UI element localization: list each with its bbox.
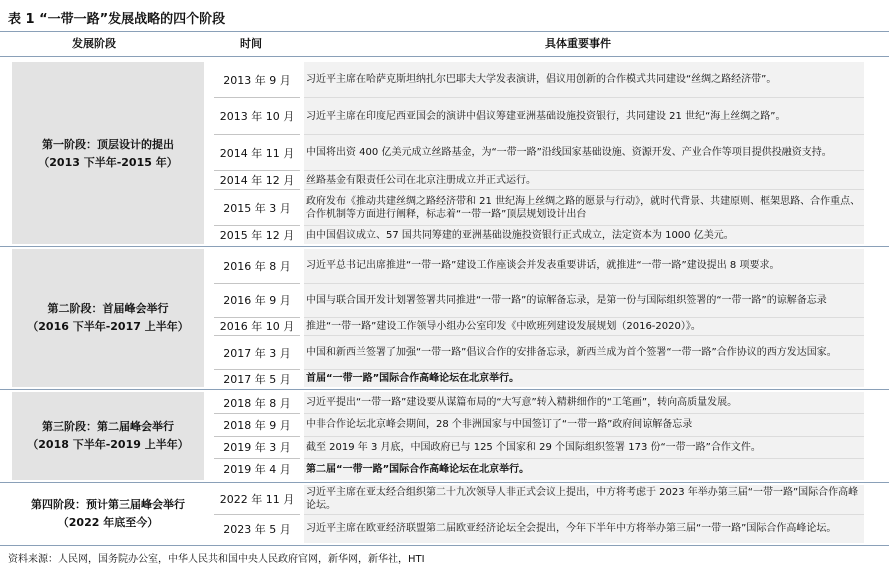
event-cell: 推进“一带一路”建设工作领导小组办公室印发《中欧班列建设发展规划（2016-2020）》。	[304, 318, 864, 336]
time-cell: 2017 年 5 月	[223, 372, 291, 386]
event-cell: 中非合作论坛北京峰会期间，28 个非洲国家与中国签订了“一带一路”政府间谅解备忘录	[304, 414, 864, 436]
stage-divider	[0, 246, 889, 247]
stage-2-label	[12, 300, 204, 336]
header-divider	[0, 56, 889, 57]
table-title: 表 1 “一带一路”发展战略的四个阶段	[8, 12, 226, 27]
stage-1-period: （2013 下半年-2015 年）	[38, 156, 178, 169]
event-cell: 截至 2019 年 3 月底，中国政府已与 125 个国家和 29 个国际组织签署 173 份“一带一路”合作文件。	[304, 437, 864, 459]
event-cell: 习近平主席在亚太经合组织第二十九次领导人非正式会议上提出，中方将考虑于 2023 年举办第三届“一带一路”国际合作高峰论坛。	[304, 485, 864, 515]
time-cell: 2016 年 10 月	[214, 318, 300, 336]
time-cell: 2022 年 11 月	[214, 485, 300, 515]
stage-2-name: 第二阶段：首届峰会举行	[47, 302, 169, 315]
time-cell: 2013 年 9 月	[214, 62, 300, 98]
stage-3-times	[214, 392, 300, 480]
stage-1-name: 第一阶段：顶层设计的提出	[42, 138, 174, 151]
stage-3-events	[304, 392, 864, 480]
time-cell: 2013 年 10 月	[214, 98, 300, 134]
time-cell: 2015 年 3 月	[214, 190, 300, 226]
time-cell: 2015 年 12 月	[219, 229, 295, 243]
stage-3-period: （2018 下半年-2019 上半年）	[27, 438, 189, 451]
time-cell: 2023 年 5 月	[223, 522, 291, 536]
stage-4-label	[12, 496, 204, 532]
stage-2-events	[304, 249, 864, 387]
time-cell: 2019 年 4 月	[223, 463, 291, 477]
stage-1-label	[12, 136, 204, 172]
stage-3-name: 第三阶段：第二届峰会举行	[42, 420, 174, 433]
stage-3-label	[12, 418, 204, 454]
event-cell: 中国和新西兰签署了加强“一带一路”倡议合作的安排备忘录，新西兰成为首个签署“一带一路”合作协议的西方发达国家。	[304, 336, 864, 371]
stage-1-times	[214, 62, 300, 244]
source-note: 资料来源：人民网，国务院办公室，中华人民共和国中央人民政府官网，新华网，新华社，HTI	[8, 554, 425, 565]
time-cell: 2016 年 9 月	[214, 284, 300, 319]
time-cell: 2014 年 12 月	[214, 171, 300, 190]
time-cell: 2014 年 11 月	[214, 135, 300, 171]
event-cell: 由中国倡议成立、57 国共同筹建的亚洲基础设施投资银行正式成立，法定资本为 1000 亿美元。	[306, 229, 734, 241]
event-cell: 第二届“一带一路”国际合作高峰论坛在北京举行。	[306, 463, 530, 475]
time-cell: 2016 年 8 月	[214, 249, 300, 284]
stage-divider	[0, 389, 889, 390]
event-cell: 习近平主席在欧亚经济联盟第二届欧亚经济论坛全会提出，今年下半年中方将举办第三届“一带一路”国际合作高峰论坛。	[306, 523, 837, 535]
event-cell: 习近平主席在哈萨克斯坦纳扎尔巴耶夫大学发表演讲，倡议用创新的合作模式共同建设“丝绸之路经济带”。	[304, 62, 864, 98]
stage-4-times	[214, 485, 300, 543]
event-cell: 丝路基金有限责任公司在北京注册成立并正式运行。	[304, 171, 864, 190]
stage-2-times	[214, 249, 300, 387]
header-stage: 发展阶段	[72, 37, 116, 50]
time-cell: 2018 年 9 月	[214, 414, 300, 436]
event-cell: 习近平总书记出席推进“一带一路”建设工作座谈会并发表重要讲话，就推进“一带一路”建设提出 8 项要求。	[304, 249, 864, 284]
stage-4-name: 第四阶段：预计第三届峰会举行	[31, 498, 185, 511]
event-cell: 首届“一带一路”国际合作高峰论坛在北京举行。	[306, 373, 520, 385]
stage-1-events	[304, 62, 864, 244]
title-divider	[0, 31, 889, 32]
time-cell: 2018 年 8 月	[214, 392, 300, 414]
stage-4-period: （2022 年底至今）	[57, 516, 159, 529]
event-cell: 习近平提出“一带一路”建设要从谋篇布局的“大写意”转入精耕细作的“工笔画”，转向高质量发展。	[304, 392, 864, 414]
time-cell: 2019 年 3 月	[214, 437, 300, 459]
event-cell: 政府发布《推动共建丝绸之路经济带和 21 世纪海上丝绸之路的愿景与行动》，就时代背景、共建原则、框架思路、合作重点、合作机制等方面进行阐释，标志着“一带一路”顶层规划设计出台	[304, 190, 864, 226]
event-cell: 习近平主席在印度尼西亚国会的演讲中倡议筹建亚洲基础设施投资银行，共同建设 21 世纪“海上丝绸之路”。	[304, 98, 864, 134]
header-time: 时间	[240, 37, 262, 50]
header-events: 具体重要事件	[545, 37, 611, 50]
stage-2-period: （2016 下半年-2017 上半年）	[27, 320, 189, 333]
event-cell: 中国与联合国开发计划署签署共同推进“一带一路”的谅解备忘录，是第一份与国际组织签署的“一带一路”的谅解备忘录	[304, 284, 864, 319]
bottom-divider	[0, 545, 889, 546]
stage-4-events	[304, 485, 864, 543]
event-cell: 中国将出资 400 亿美元成立丝路基金，为“一带一路”沿线国家基础设施、资源开发、产业合作等项目提供投融资支持。	[304, 135, 864, 171]
stage-divider	[0, 482, 889, 483]
time-cell: 2017 年 3 月	[214, 336, 300, 371]
